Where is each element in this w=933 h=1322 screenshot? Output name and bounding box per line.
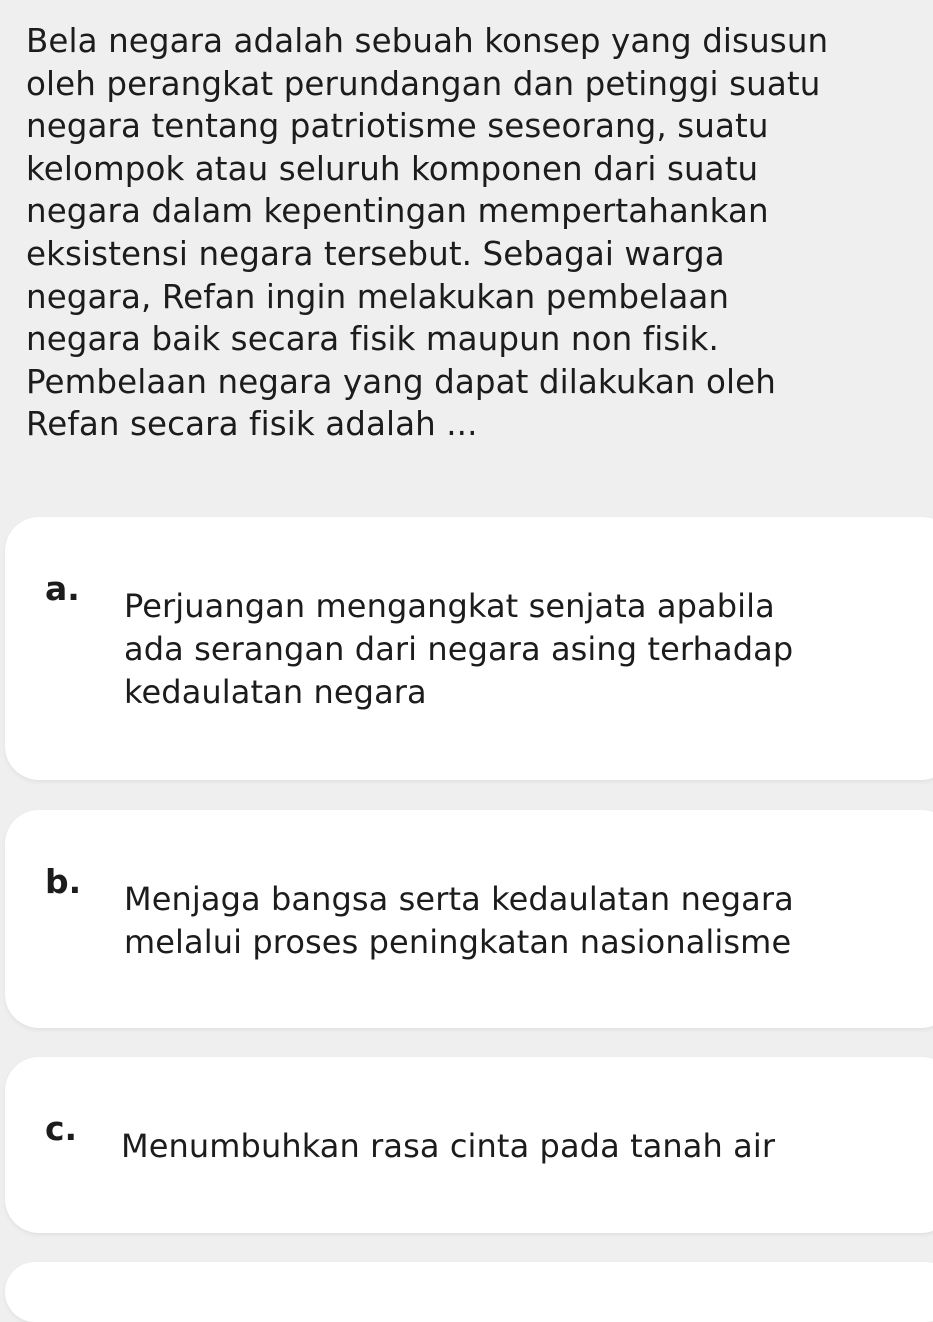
option-letter-a: a. [45,569,80,608]
answer-option-c[interactable] [5,1057,933,1233]
question-text: Bela negara adalah sebuah konsep yang disusun oleh perangkat perundangan dan petinggi suatu negara tentang patriotisme seseorang, suatu kelompok atau seluruh komponen dari suatu negara dalam kepentingan mempertahankan eksistensi negara tersebut. Sebagai warga negara, Refan ingin melakukan pembelaan negara baik secara fisik maupun non fisik. Pembelaan negara yang dapat dilakukan oleh Refan secara fisik adalah ... [26,22,829,444]
option-text-a: Perjuangan mengangkat senjata apabila ada serangan dari negara asing terhadap kedaulatan negara [124,587,794,711]
option-text-c: Menumbuhkan rasa cinta pada tanah air [121,1127,776,1165]
option-letter-c: c. [45,1109,78,1148]
answer-option-d-partial[interactable] [5,1262,933,1322]
option-letter-b: b. [45,862,82,901]
answer-option-a[interactable] [5,517,933,780]
answer-option-b[interactable] [5,810,933,1028]
option-text-b: Menjaga bangsa serta kedaulatan negara melalui proses peningkatan nasionalisme [124,880,794,961]
